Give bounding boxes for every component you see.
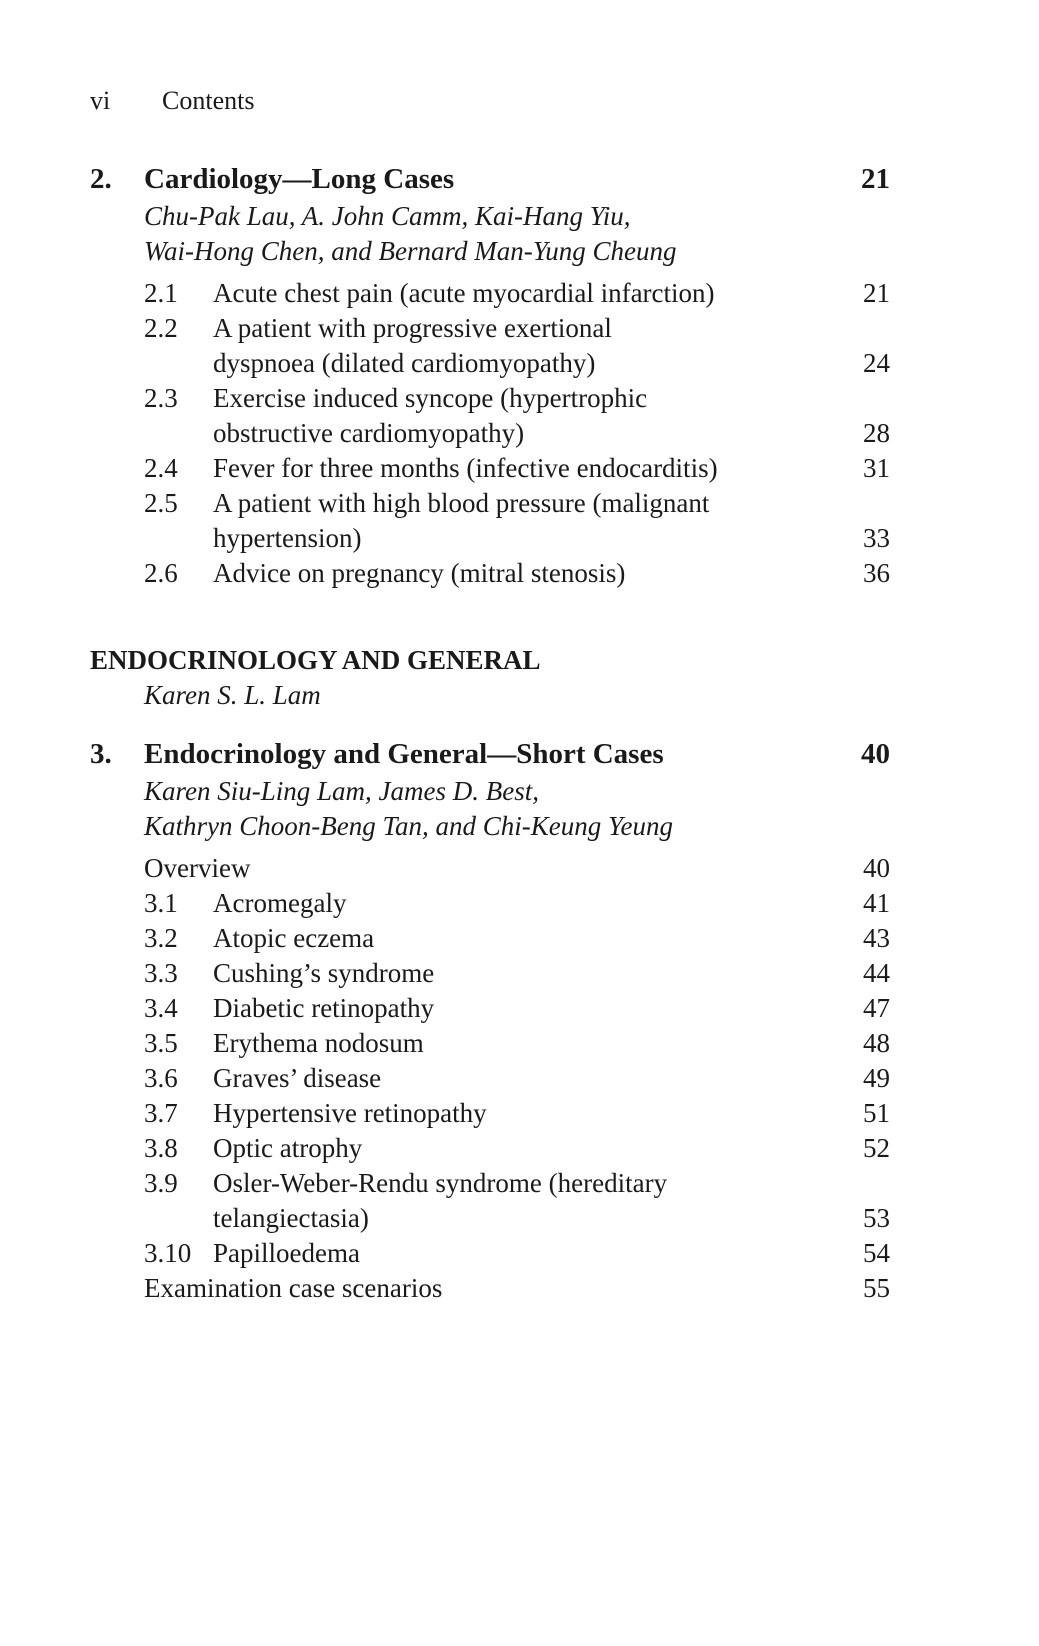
- section-page: 33: [863, 523, 890, 553]
- section-title: Optic atrophy: [213, 1133, 363, 1163]
- section-page: 24: [863, 348, 890, 378]
- section-number: 3.6: [144, 1063, 178, 1093]
- toc-entry[interactable]: [144, 1096, 890, 1131]
- chapter-heading: [90, 738, 890, 774]
- chapter-page: 21: [861, 163, 890, 195]
- section-page: 55: [863, 1273, 890, 1303]
- chapter-2: [90, 163, 890, 591]
- chapter-number: 2.: [90, 163, 112, 195]
- section-number: 3.4: [144, 993, 178, 1023]
- section-number: 3.3: [144, 958, 178, 988]
- page-folio: vi: [90, 86, 111, 115]
- toc-entry[interactable]: [144, 451, 890, 486]
- chapter-authors: [144, 199, 890, 269]
- section-title: Hypertensive retinopathy: [213, 1098, 487, 1128]
- toc-entry[interactable]: [144, 276, 890, 311]
- toc-entry[interactable]: [144, 851, 890, 886]
- section-number: 3.9: [144, 1168, 178, 1198]
- section-page: 53: [863, 1203, 890, 1233]
- toc-entry[interactable]: [144, 956, 890, 991]
- section-title: Erythema nodosum: [213, 1028, 424, 1058]
- section-number: 3.7: [144, 1098, 178, 1128]
- section-number: 2.2: [144, 313, 178, 343]
- author-line: Chu-Pak Lau, A. John Camm, Kai-Hang Yiu,: [144, 201, 631, 231]
- section-page: 52: [863, 1133, 890, 1163]
- section-title: Cushing’s syndrome: [213, 958, 435, 988]
- section-title: Overview: [144, 853, 251, 883]
- section-number: 3.8: [144, 1133, 178, 1163]
- toc-entry[interactable]: [144, 311, 890, 381]
- toc-entries: [90, 851, 890, 1306]
- chapter-title: Endocrinology and General—Short Cases: [144, 738, 664, 770]
- chapter-heading: [90, 163, 890, 199]
- toc-entry[interactable]: [144, 486, 890, 556]
- toc-entry[interactable]: [144, 1271, 890, 1306]
- section-page: 44: [863, 958, 890, 988]
- section-title: Fever for three months (infective endocarditis): [213, 453, 718, 483]
- chapter-authors: [144, 774, 890, 844]
- chapter-page: 40: [861, 738, 890, 770]
- section-title: Osler-Weber-Rendu syndrome (hereditary telangiectasia): [213, 1168, 668, 1233]
- toc-entry[interactable]: [144, 921, 890, 956]
- section-page: 31: [863, 453, 890, 483]
- section-title: Diabetic retinopathy: [213, 993, 435, 1023]
- toc-entry[interactable]: [144, 381, 890, 451]
- author-line: Wai-Hong Chen, and Bernard Man-Yung Cheung: [144, 236, 677, 266]
- section-page: 49: [863, 1063, 890, 1093]
- section-number: 2.5: [144, 488, 178, 518]
- toc-entry[interactable]: [144, 1131, 890, 1166]
- section-page: 47: [863, 993, 890, 1023]
- section-title: A patient with high blood pressure (malignant hypertension): [213, 488, 710, 553]
- section-page: 51: [863, 1098, 890, 1128]
- toc-entry[interactable]: [144, 1061, 890, 1096]
- chapter-number: 3.: [90, 738, 112, 770]
- section-title: Advice on pregnancy (mitral stenosis): [213, 558, 626, 588]
- section-page: 54: [863, 1238, 890, 1268]
- toc-entry[interactable]: [144, 556, 890, 591]
- toc-entry[interactable]: [144, 1166, 890, 1236]
- section-number: 3.2: [144, 923, 178, 953]
- section-number: 2.6: [144, 558, 178, 588]
- toc-entry[interactable]: [144, 1026, 890, 1061]
- running-title: Contents: [162, 86, 255, 115]
- section-page: 48: [863, 1028, 890, 1058]
- section-title: Exercise induced syncope (hypertrophic obstructive cardiomyopathy): [213, 383, 648, 448]
- section-title: Acromegaly: [213, 888, 347, 918]
- section-title: Papilloedema: [213, 1238, 360, 1268]
- section-page: 41: [863, 888, 890, 918]
- section-title: Examination case scenarios: [144, 1273, 443, 1303]
- author-line: Karen Siu-Ling Lam, James D. Best,: [144, 776, 539, 806]
- toc-entry[interactable]: [144, 1236, 890, 1271]
- section-page: 36: [863, 558, 890, 588]
- section-page: 21: [863, 278, 890, 308]
- section-title: A patient with progressive exertional dyspnoea (dilated cardiomyopathy): [213, 313, 612, 378]
- running-head: [90, 86, 254, 116]
- part-heading: [90, 642, 890, 713]
- section-number: 2.3: [144, 383, 178, 413]
- part-author: Karen S. L. Lam: [144, 680, 321, 710]
- section-page: 28: [863, 418, 890, 448]
- section-number: 2.4: [144, 453, 178, 483]
- author-line: Kathryn Choon-Beng Tan, and Chi-Keung Yeung: [144, 811, 674, 841]
- section-number: 3.10: [144, 1238, 192, 1268]
- section-number: 3.5: [144, 1028, 178, 1058]
- section-title: Acute chest pain (acute myocardial infarction): [213, 278, 715, 308]
- toc-entries: [90, 276, 890, 591]
- section-title: Atopic eczema: [213, 923, 375, 953]
- chapter-3: [90, 738, 890, 1306]
- section-number: 3.1: [144, 888, 178, 918]
- section-page: 43: [863, 923, 890, 953]
- chapter-title: Cardiology—Long Cases: [144, 163, 455, 195]
- section-number: 2.1: [144, 278, 178, 308]
- toc-entry[interactable]: [144, 991, 890, 1026]
- part-title: ENDOCRINOLOGY AND GENERAL: [90, 645, 541, 675]
- section-title: Graves’ disease: [213, 1063, 382, 1093]
- toc-entry[interactable]: [144, 886, 890, 921]
- section-page: 40: [863, 853, 890, 883]
